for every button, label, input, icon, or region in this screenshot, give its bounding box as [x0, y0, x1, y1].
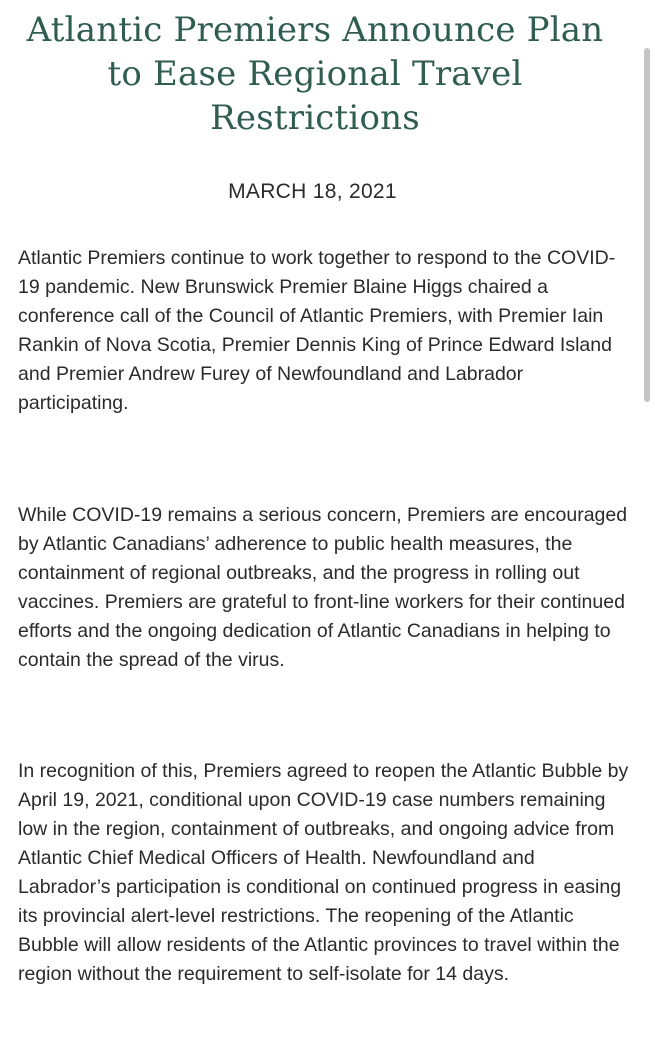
article-paragraph-2: While COVID-19 remains a serious concern, Premiers are encouraged by Atlantic Canadians’ adherence to public health measures, the containment of regional outbreaks, and the progress in rolling out vaccines. Premiers are grateful to front-line workers for their continued efforts and the ongoing dedication of Atlantic Canadians in helping to contain the spread of the virus.	[18, 504, 628, 671]
article-date: MARCH 18, 2021	[228, 180, 397, 203]
article-paragraph-3: In recognition of this, Premiers agreed to reopen the Atlantic Bubble by April 19, 2021, conditional upon COVID-19 case numbers remaining low in the region, containment of outbreaks, and ongoing advice from Atlantic Chief Medical Officers of Health. Newfoundland and Labrador’s participation is conditional on continued progress in easing its provincial alert-level restrictions. The reopening of the Atlantic Bubble will allow residents of the Atlantic provinces to travel within the region without the requirement to self-isolate for 14 days.	[18, 760, 629, 985]
article-title: Atlantic Premiers Announce Plan to Ease Regional Travel Restrictions	[26, 10, 604, 138]
vertical-scrollbar[interactable]	[644, 48, 650, 402]
article-paragraph-1: Atlantic Premiers continue to work together to respond to the COVID-19 pandemic. New Brunswick Premier Blaine Higgs chaired a conference call of the Council of Atlantic Premiers, with Premier Iain Rankin of Nova Scotia, Premier Dennis King of Prince Edward Island and Premier Andrew Furey of Newfoundland and Labrador participating.	[18, 247, 616, 414]
